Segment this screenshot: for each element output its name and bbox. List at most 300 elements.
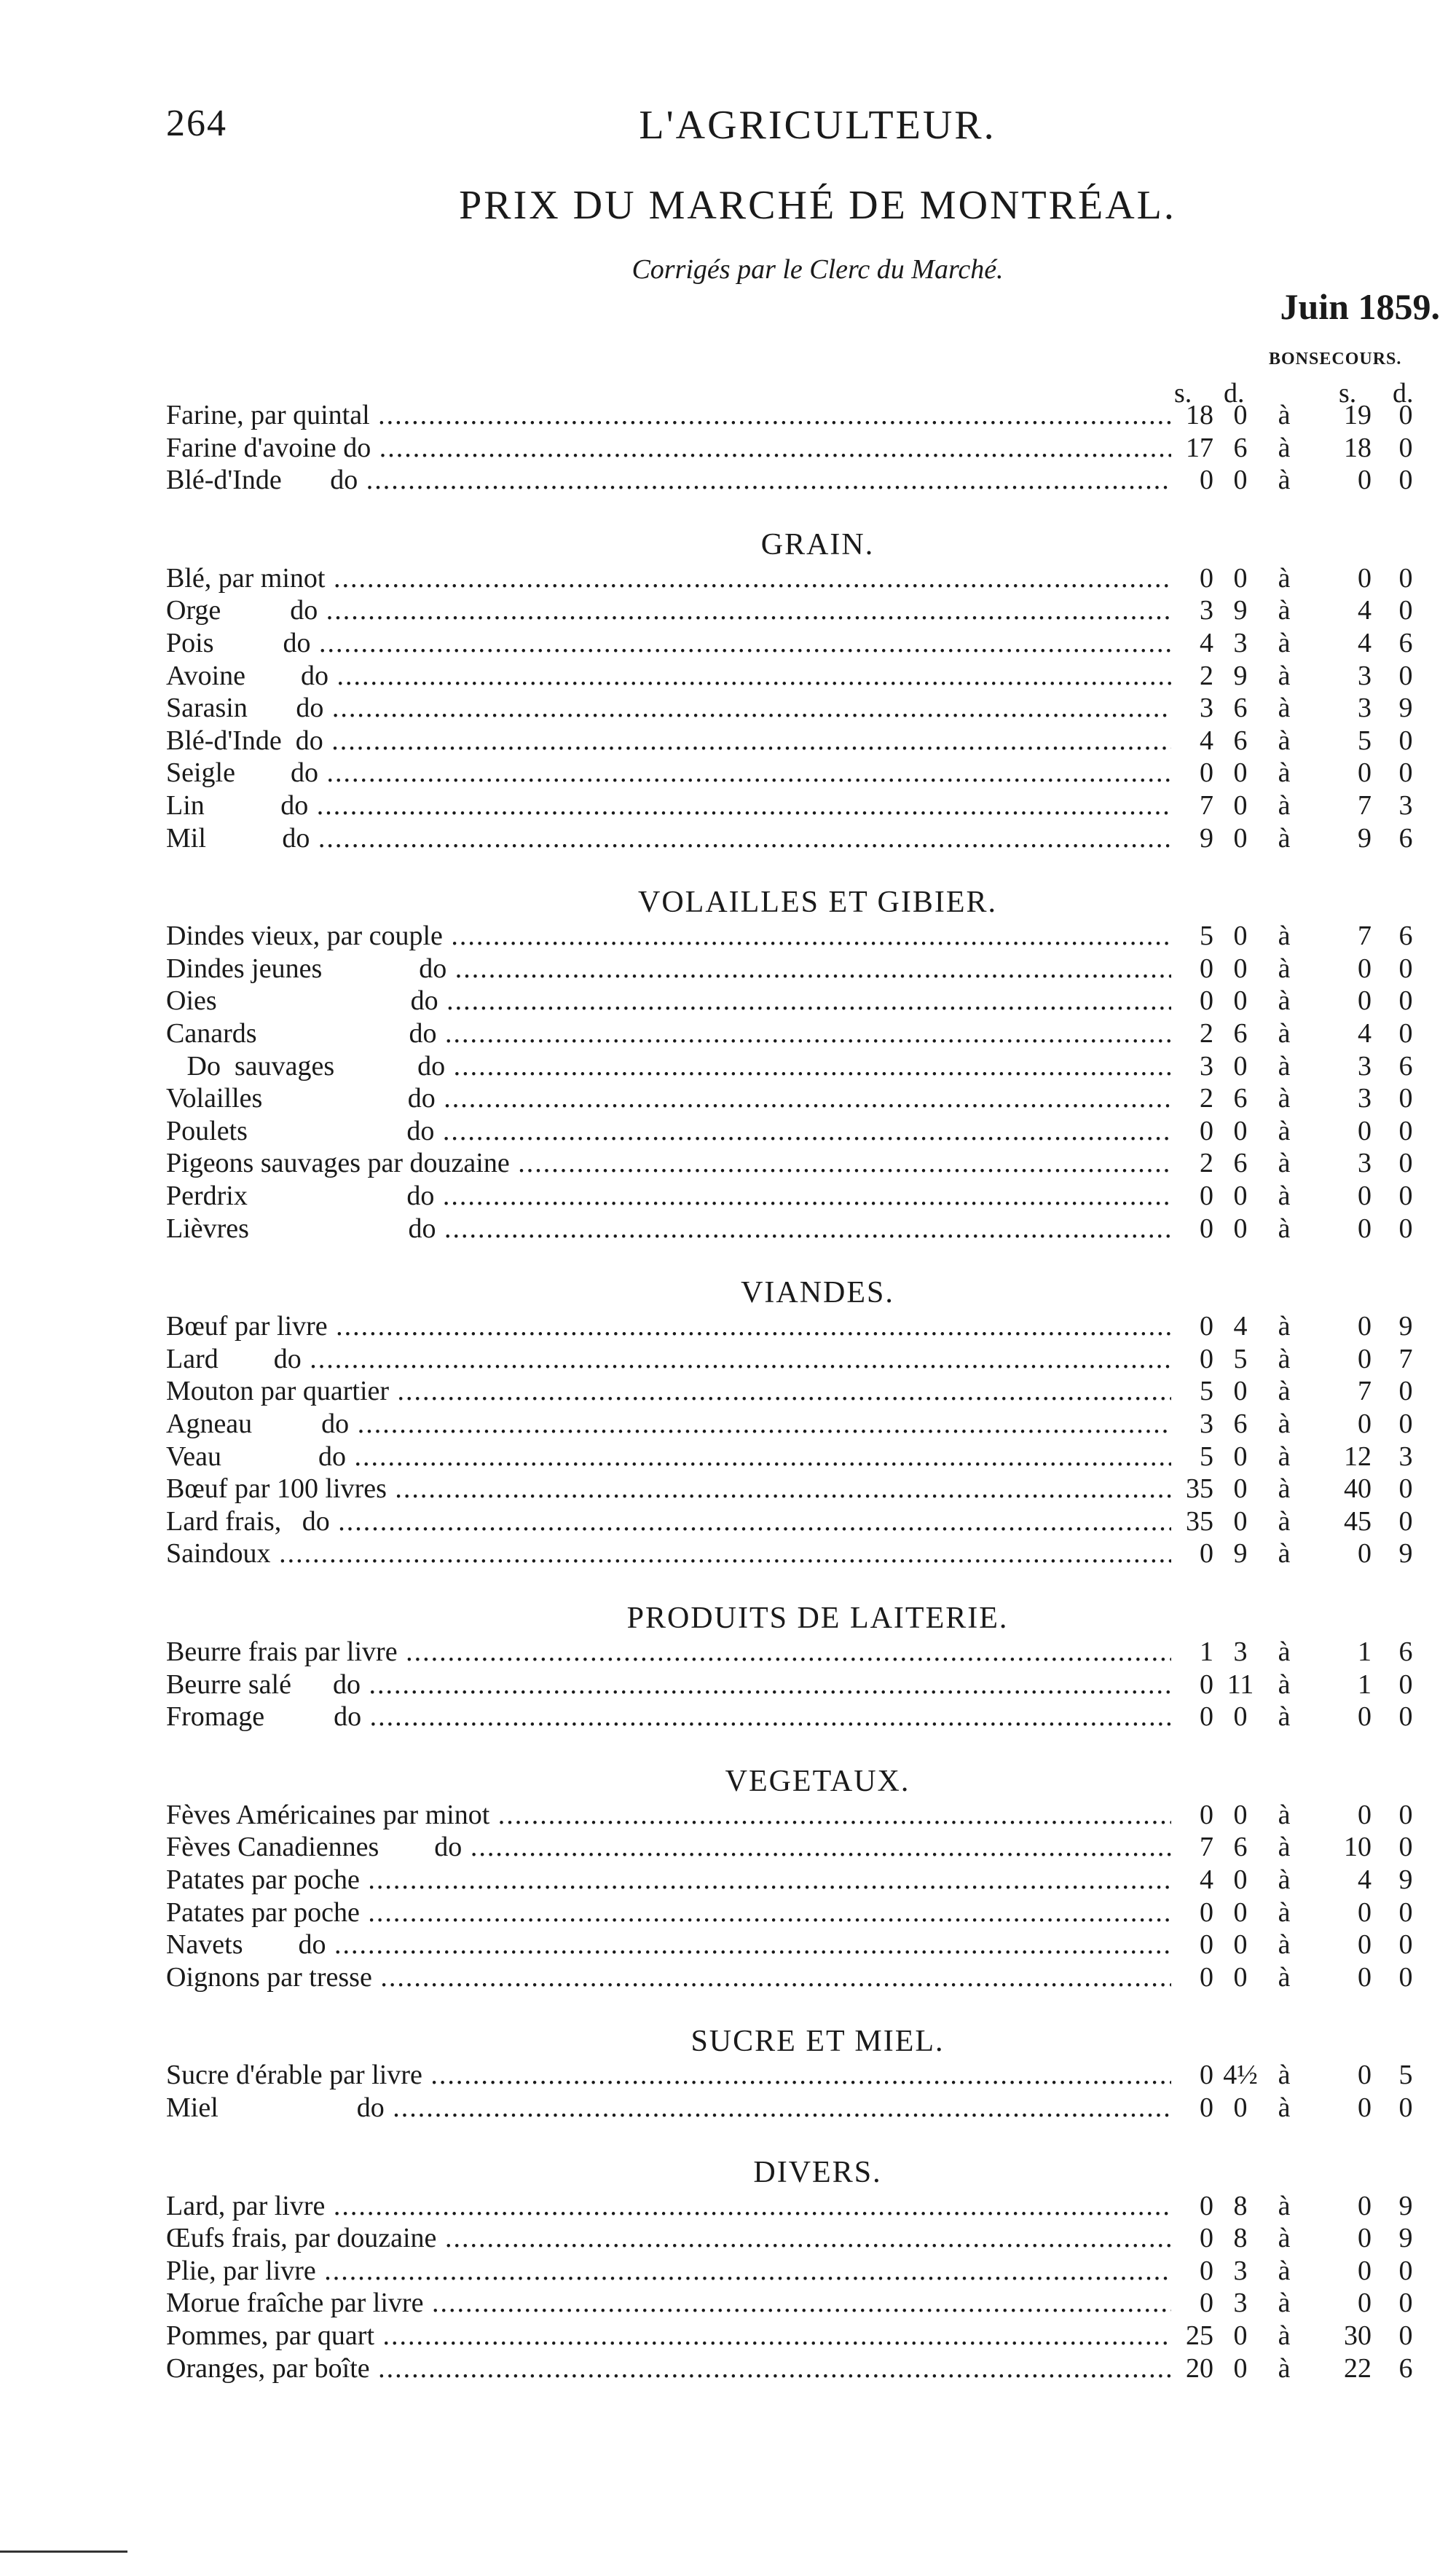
item-label: Do sauvages do .....	[166, 1050, 1171, 1082]
item-label: Agneau do .....	[166, 1408, 1171, 1440]
table-row	[166, 2092, 1426, 2124]
item-label: Mouton par quartier .....	[166, 1375, 1171, 1407]
price-high-pence: 0	[1398, 1799, 1413, 1830]
table-row	[166, 822, 1426, 854]
price-high-pence: 9	[1398, 1311, 1413, 1342]
price-high-shillings: 40	[1344, 1473, 1372, 1505]
price-separator: à	[1278, 1050, 1291, 1082]
price-separator: à	[1278, 1343, 1291, 1374]
item-label: Blé, par minot .....	[166, 562, 1171, 594]
table-row	[166, 1213, 1426, 1245]
item-label: Saindoux .....	[166, 1537, 1171, 1569]
table-row	[166, 1017, 1426, 1049]
price-high-pence: 9	[1398, 693, 1413, 724]
price-low-pence: 0	[1233, 1505, 1248, 1537]
price-separator: à	[1278, 1505, 1291, 1537]
item-label: Morue fraîche par livre .....	[166, 2287, 1171, 2319]
price-high-shillings: 3	[1358, 1148, 1372, 1179]
price-separator: à	[1278, 1701, 1291, 1733]
price-separator: à	[1278, 2060, 1291, 2091]
price-low-pence: 0	[1233, 1441, 1248, 1472]
item-label: Patates par poche .....	[166, 1896, 1171, 1929]
price-separator: à	[1278, 1376, 1291, 1407]
price-high-pence: 3	[1398, 1441, 1413, 1472]
section-title: VOLAILLES ET GIBIER.	[638, 886, 997, 920]
table-row	[166, 2352, 1426, 2384]
price-low-shillings: 0	[1200, 1669, 1213, 1700]
section-title: SUCRE ET MIEL.	[690, 2025, 945, 2059]
subtitle: Corrigés par le Clerc du Marché.	[631, 254, 1004, 285]
price-high-pence: 0	[1398, 562, 1413, 594]
price-separator: à	[1278, 1115, 1291, 1146]
price-low-shillings: 0	[1200, 1343, 1213, 1374]
price-low-pence: 6	[1233, 1083, 1248, 1114]
item-label: Pigeons sauvages par douzaine .....	[166, 1147, 1171, 1179]
table-row	[166, 1310, 1426, 1342]
price-low-pence: 0	[1233, 921, 1248, 952]
price-separator: à	[1278, 432, 1291, 463]
price-high-pence: 0	[1398, 1505, 1413, 1537]
item-label: Volailles do .....	[166, 1082, 1171, 1114]
price-high-shillings: 22	[1344, 2352, 1372, 2384]
price-low-pence: 3	[1233, 1636, 1248, 1667]
page-number: 264	[166, 103, 227, 144]
item-label: Avoine do .....	[166, 660, 1171, 692]
price-separator: à	[1278, 2190, 1291, 2221]
table-row	[166, 1505, 1426, 1537]
price-low-shillings: 5	[1200, 1441, 1213, 1472]
price-high-shillings: 3	[1358, 1050, 1372, 1082]
item-label: Blé-d'Inde do .....	[166, 464, 1171, 496]
price-high-shillings: 5	[1358, 725, 1372, 756]
price-low-shillings: 0	[1200, 1181, 1213, 1211]
price-low-pence: 0	[1233, 2352, 1248, 2384]
price-separator: à	[1278, 595, 1291, 626]
item-label: Lin do .....	[166, 789, 1171, 822]
price-separator: à	[1278, 1018, 1291, 1049]
table-row	[166, 2059, 1426, 2091]
price-high-pence: 0	[1398, 953, 1413, 984]
price-high-shillings: 0	[1358, 465, 1372, 496]
price-low-shillings: 0	[1200, 2255, 1213, 2286]
table-row	[166, 1799, 1426, 1831]
price-low-shillings: 35	[1186, 1473, 1213, 1505]
price-high-pence: 9	[1398, 1864, 1413, 1895]
price-low-pence: 0	[1233, 1213, 1248, 1244]
price-low-shillings: 18	[1186, 400, 1213, 430]
price-low-shillings: 0	[1200, 1538, 1213, 1569]
price-low-pence: 9	[1233, 660, 1248, 691]
price-low-pence: 6	[1233, 1148, 1248, 1179]
price-low-pence: 6	[1233, 1832, 1248, 1863]
price-separator: à	[1278, 693, 1291, 724]
table-row	[166, 1669, 1426, 1701]
table-row	[166, 464, 1426, 496]
price-high-shillings: 0	[1358, 2255, 1372, 2286]
price-low-pence: 11	[1227, 1669, 1254, 1700]
price-low-shillings: 7	[1200, 1832, 1213, 1863]
price-separator: à	[1278, 1538, 1291, 1569]
item-label: Fromage do .....	[166, 1701, 1171, 1733]
table-row	[166, 692, 1426, 724]
price-high-pence: 6	[1398, 2352, 1413, 2384]
column-head-s2: s.	[1339, 378, 1357, 409]
item-label: Plie, par livre .....	[166, 2255, 1171, 2287]
table-row	[166, 2287, 1426, 2319]
price-high-pence: 0	[1398, 985, 1413, 1017]
price-high-pence: 0	[1398, 1896, 1413, 1928]
price-high-pence: 0	[1398, 1115, 1413, 1146]
price-low-pence: 0	[1233, 1181, 1248, 1211]
price-low-pence: 4½	[1223, 2060, 1258, 2091]
column-head-d: d.	[1224, 378, 1245, 409]
price-low-shillings: 0	[1200, 985, 1213, 1017]
table-row	[166, 399, 1426, 431]
price-low-shillings: 3	[1200, 693, 1213, 724]
price-low-pence: 9	[1233, 595, 1248, 626]
price-low-shillings: 0	[1200, 2288, 1213, 2319]
item-label: Patates par poche .....	[166, 1864, 1171, 1896]
price-low-pence: 3	[1233, 2288, 1248, 2319]
price-high-shillings: 19	[1344, 400, 1372, 430]
item-label: Farine, par quintal .....	[166, 399, 1171, 431]
price-high-pence: 0	[1398, 1409, 1413, 1439]
price-high-shillings: 0	[1358, 1961, 1372, 1993]
price-low-pence: 6	[1233, 1018, 1248, 1049]
price-high-pence: 0	[1398, 2320, 1413, 2351]
price-low-shillings: 0	[1200, 1961, 1213, 1993]
item-label: Oignons par tresse .....	[166, 1961, 1171, 1993]
price-low-pence: 0	[1233, 1050, 1248, 1082]
price-separator: à	[1278, 1636, 1291, 1667]
price-high-pence: 0	[1398, 595, 1413, 626]
price-low-shillings: 0	[1200, 1896, 1213, 1928]
price-high-shillings: 7	[1358, 921, 1372, 952]
price-high-shillings: 0	[1358, 1311, 1372, 1342]
table-row	[166, 725, 1426, 757]
price-low-shillings: 3	[1200, 595, 1213, 626]
price-separator: à	[1278, 465, 1291, 496]
price-separator: à	[1278, 1213, 1291, 1244]
price-high-shillings: 3	[1358, 660, 1372, 691]
table-row	[166, 1343, 1426, 1375]
table-row	[166, 920, 1426, 952]
price-separator: à	[1278, 562, 1291, 594]
price-high-pence: 6	[1398, 921, 1413, 952]
item-label: Orge do .....	[166, 594, 1171, 626]
item-label: Navets do .....	[166, 1929, 1171, 1961]
price-low-pence: 5	[1233, 1343, 1248, 1374]
price-high-shillings: 0	[1358, 1115, 1372, 1146]
price-low-shillings: 5	[1200, 921, 1213, 952]
price-low-pence: 0	[1233, 465, 1248, 496]
running-head: L'AGRICULTEUR.	[639, 103, 996, 148]
table-row	[166, 1636, 1426, 1668]
price-low-pence: 0	[1233, 1701, 1248, 1733]
price-high-pence: 0	[1398, 1669, 1413, 1700]
price-separator: à	[1278, 953, 1291, 984]
price-low-pence: 0	[1233, 562, 1248, 594]
item-label: Oranges, par boîte .....	[166, 2352, 1171, 2384]
price-low-shillings: 0	[1200, 757, 1213, 789]
table-row	[166, 789, 1426, 822]
price-high-shillings: 0	[1358, 2288, 1372, 2319]
item-label: Canards do .....	[166, 1017, 1171, 1049]
price-low-pence: 4	[1233, 1311, 1248, 1342]
item-label: Lièvres do .....	[166, 1213, 1171, 1245]
price-low-shillings: 2	[1200, 1018, 1213, 1049]
column-group-label: BONSECOURS.	[1269, 350, 1402, 369]
price-high-shillings: 4	[1358, 628, 1372, 658]
item-label: Blé-d'Inde do .....	[166, 725, 1171, 757]
table-row	[166, 1050, 1426, 1082]
price-separator: à	[1278, 921, 1291, 952]
price-high-shillings: 0	[1358, 1701, 1372, 1733]
price-high-shillings: 45	[1344, 1505, 1372, 1537]
table-row	[166, 985, 1426, 1017]
table-row	[166, 1831, 1426, 1863]
item-label: Miel do .....	[166, 2092, 1171, 2124]
price-high-pence: 9	[1398, 1538, 1413, 1569]
item-label: Oies do .....	[166, 985, 1171, 1017]
price-high-pence: 0	[1398, 1213, 1413, 1244]
price-high-shillings: 10	[1344, 1832, 1372, 1863]
item-label: Sarasin do .....	[166, 692, 1171, 724]
price-high-shillings: 0	[1358, 1799, 1372, 1830]
price-low-shillings: 4	[1200, 725, 1213, 756]
price-high-pence: 0	[1398, 1376, 1413, 1407]
price-high-pence: 0	[1398, 1701, 1413, 1733]
price-high-pence: 0	[1398, 1018, 1413, 1049]
price-low-pence: 8	[1233, 2223, 1248, 2254]
price-low-pence: 8	[1233, 2190, 1248, 2221]
section-title: PRODUITS DE LAITERIE.	[626, 1602, 1009, 1635]
table-row	[166, 1441, 1426, 1473]
price-high-shillings: 3	[1358, 693, 1372, 724]
section-title: VEGETAUX.	[725, 1764, 910, 1798]
price-low-shillings: 2	[1200, 1148, 1213, 1179]
table-row	[166, 757, 1426, 789]
price-low-shillings: 0	[1200, 953, 1213, 984]
price-low-shillings: 17	[1186, 432, 1213, 463]
item-label: Dindes vieux, par couple .....	[166, 920, 1171, 952]
price-low-pence: 0	[1233, 1473, 1248, 1505]
price-separator: à	[1278, 1473, 1291, 1505]
price-high-pence: 0	[1398, 1148, 1413, 1179]
item-label: Perdrix do .....	[166, 1180, 1171, 1212]
price-high-shillings: 0	[1358, 562, 1372, 594]
price-low-shillings: 3	[1200, 1409, 1213, 1439]
price-high-shillings: 1	[1358, 1636, 1372, 1667]
price-high-shillings: 7	[1358, 790, 1372, 821]
price-low-pence: 0	[1233, 1961, 1248, 1993]
table-row	[166, 2222, 1426, 2254]
item-label: Fèves Canadiennes do .....	[166, 1831, 1171, 1863]
price-high-pence: 9	[1398, 2190, 1413, 2221]
price-separator: à	[1278, 1083, 1291, 1114]
table-row	[166, 1701, 1426, 1733]
price-low-pence: 0	[1233, 1799, 1248, 1830]
price-separator: à	[1278, 1148, 1291, 1179]
price-separator: à	[1278, 2255, 1291, 2286]
price-low-pence: 0	[1233, 1376, 1248, 1407]
price-separator: à	[1278, 2352, 1291, 2384]
price-low-pence: 6	[1233, 432, 1248, 463]
price-separator: à	[1278, 1181, 1291, 1211]
price-low-shillings: 1	[1200, 1636, 1213, 1667]
price-high-pence: 0	[1398, 1083, 1413, 1114]
price-high-pence: 9	[1398, 2223, 1413, 2254]
table-row	[166, 1115, 1426, 1147]
price-separator: à	[1278, 1409, 1291, 1439]
page-title: PRIX DU MARCHÉ DE MONTRÉAL.	[459, 183, 1176, 228]
price-separator: à	[1278, 400, 1291, 430]
item-label: Sucre d'érable par livre .....	[166, 2059, 1171, 2091]
price-high-shillings: 0	[1358, 2223, 1372, 2254]
price-low-pence: 6	[1233, 1409, 1248, 1439]
price-high-shillings: 4	[1358, 595, 1372, 626]
table-row	[166, 660, 1426, 692]
price-low-shillings: 0	[1200, 465, 1213, 496]
price-high-pence: 6	[1398, 628, 1413, 658]
price-low-shillings: 0	[1200, 2092, 1213, 2123]
price-high-shillings: 0	[1358, 1213, 1372, 1244]
price-low-pence: 3	[1233, 2255, 1248, 2286]
item-label: Pois do .....	[166, 627, 1171, 659]
table-row	[166, 1929, 1426, 1961]
price-high-shillings: 1	[1358, 1669, 1372, 1700]
item-label: Bœuf par 100 livres .....	[166, 1473, 1171, 1505]
price-separator: à	[1278, 1864, 1291, 1895]
price-high-pence: 0	[1398, 1473, 1413, 1505]
price-separator: à	[1278, 1896, 1291, 1928]
price-high-shillings: 7	[1358, 1376, 1372, 1407]
price-separator: à	[1278, 822, 1291, 854]
price-high-shillings: 18	[1344, 432, 1372, 463]
table-row	[166, 953, 1426, 985]
bottom-rule	[0, 2551, 127, 2553]
price-low-shillings: 0	[1200, 2060, 1213, 2091]
price-low-pence: 0	[1233, 757, 1248, 789]
price-low-shillings: 4	[1200, 1864, 1213, 1895]
price-high-shillings: 0	[1358, 1538, 1372, 1569]
price-low-pence: 9	[1233, 1538, 1248, 1569]
price-low-pence: 0	[1233, 400, 1248, 430]
price-high-pence: 0	[1398, 2092, 1413, 2123]
table-row	[166, 1961, 1426, 1993]
price-separator: à	[1278, 1669, 1291, 1700]
price-separator: à	[1278, 1799, 1291, 1830]
price-low-shillings: 5	[1200, 1376, 1213, 1407]
price-high-pence: 7	[1398, 1343, 1413, 1374]
price-high-shillings: 0	[1358, 1343, 1372, 1374]
table-row	[166, 2255, 1426, 2287]
price-low-pence: 0	[1233, 2320, 1248, 2351]
table-row	[166, 1408, 1426, 1440]
section-title: VIANDES.	[741, 1276, 894, 1310]
price-low-shillings: 7	[1200, 790, 1213, 821]
price-high-shillings: 0	[1358, 1896, 1372, 1928]
price-high-pence: 0	[1398, 465, 1413, 496]
price-high-shillings: 0	[1358, 953, 1372, 984]
price-low-shillings: 0	[1200, 1115, 1213, 1146]
column-head-s: s.	[1174, 378, 1192, 409]
price-high-pence: 6	[1398, 1636, 1413, 1667]
price-separator: à	[1278, 1441, 1291, 1472]
table-row	[166, 1537, 1426, 1569]
table-row	[166, 1864, 1426, 1896]
price-separator: à	[1278, 2092, 1291, 2123]
price-high-shillings: 0	[1358, 2190, 1372, 2221]
price-high-pence: 0	[1398, 1929, 1413, 1961]
item-label: Bœuf par livre .....	[166, 1310, 1171, 1342]
price-separator: à	[1278, 628, 1291, 658]
price-low-pence: 0	[1233, 953, 1248, 984]
table-row	[166, 2190, 1426, 2222]
item-label: Poulets do .....	[166, 1115, 1171, 1147]
price-high-shillings: 4	[1358, 1864, 1372, 1895]
price-high-shillings: 3	[1358, 1083, 1372, 1114]
price-low-shillings: 25	[1186, 2320, 1213, 2351]
price-separator: à	[1278, 2288, 1291, 2319]
table-row	[166, 2320, 1426, 2352]
price-separator: à	[1278, 660, 1291, 691]
table-row	[166, 1896, 1426, 1929]
price-low-shillings: 0	[1200, 1799, 1213, 1830]
price-high-pence: 0	[1398, 2255, 1413, 2286]
price-separator: à	[1278, 1832, 1291, 1863]
price-low-shillings: 0	[1200, 1929, 1213, 1961]
price-separator: à	[1278, 1311, 1291, 1342]
price-low-pence: 0	[1233, 1115, 1248, 1146]
item-label: Pommes, par quart .....	[166, 2320, 1171, 2352]
price-separator: à	[1278, 2223, 1291, 2254]
price-low-pence: 3	[1233, 628, 1248, 658]
price-low-pence: 0	[1233, 1929, 1248, 1961]
item-label: Farine d'avoine do .....	[166, 432, 1171, 464]
item-label: Beurre frais par livre .....	[166, 1636, 1171, 1668]
price-low-shillings: 2	[1200, 1083, 1213, 1114]
table-row	[166, 1082, 1426, 1114]
item-label: Lard do .....	[166, 1343, 1171, 1375]
item-label: Mil do .....	[166, 822, 1171, 854]
price-high-shillings: 0	[1358, 2060, 1372, 2091]
price-low-pence: 6	[1233, 693, 1248, 724]
price-high-pence: 0	[1398, 1961, 1413, 1993]
price-high-pence: 5	[1398, 2060, 1413, 2091]
price-low-shillings: 0	[1200, 2223, 1213, 2254]
price-high-pence: 0	[1398, 1181, 1413, 1211]
price-low-pence: 6	[1233, 725, 1248, 756]
price-low-shillings: 3	[1200, 1050, 1213, 1082]
table-row	[166, 432, 1426, 464]
price-high-pence: 0	[1398, 725, 1413, 756]
price-separator: à	[1278, 985, 1291, 1017]
table-row	[166, 562, 1426, 594]
item-label: Dindes jeunes do .....	[166, 953, 1171, 985]
price-separator: à	[1278, 790, 1291, 821]
price-high-pence: 0	[1398, 660, 1413, 691]
item-label: Œufs frais, par douzaine .....	[166, 2222, 1171, 2254]
price-high-pence: 6	[1398, 822, 1413, 854]
table-row	[166, 627, 1426, 659]
price-high-pence: 0	[1398, 400, 1413, 430]
item-label: Lard, par livre .....	[166, 2190, 1171, 2222]
price-low-shillings: 0	[1200, 1213, 1213, 1244]
price-low-shillings: 0	[1200, 562, 1213, 594]
item-label: Veau do .....	[166, 1441, 1171, 1473]
price-low-pence: 0	[1233, 2092, 1248, 2123]
